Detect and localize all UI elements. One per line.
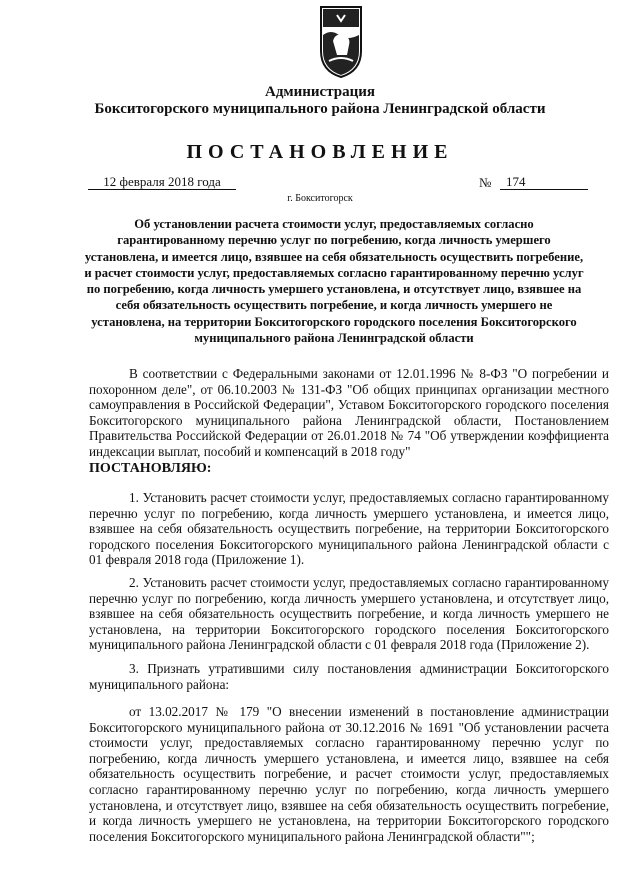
city-name: г. Бокситогорск: [287, 193, 353, 204]
coat-of-arms-emblem: [317, 5, 365, 79]
item-3-paragraph: 3. Признать утратившими силу постановления администрации Бокситогорского муниципального района:: [89, 661, 609, 692]
document-subject: Об установлении расчета стоимости услуг, предоставляемых согласно гарантированному перечню услуг по погребению, когда личность умершего установлена, и имеется лицо, взявшее на себя обязательность осуществить погребение, и расчет стоимости услуг, предоставляемых согласно гарантированному перечню услуг по погребению, когда личность умершего установлена, и отсутствует лицо, взявшее на себя обязательность осуществить погребение, и когда личность умершего не установлена, на территории Бокситогорского городского поселения Бокситогорского муниципального района Ленинградской области: [84, 217, 584, 346]
item-1-paragraph: 1. Установить расчет стоимости услуг, предоставляемых согласно гарантированному перечню услуг по погребению, когда личность умершего установлена, и имеется лицо, взявшее на себя обязательность осуществить погребение, на территории Бокситогорского городского поселения Бокситогорского муниципального района Ленинградской области с 01 февраля 2018 года (Приложение 1).: [89, 490, 609, 568]
item-2-paragraph: 2. Установить расчет стоимости услуг, предоставляемых согласно гарантированному перечню услуг по погребению, когда личность умершего установлена, и отсутствует лицо, взявшее на себя обязательность осуществить погребение, и когда личность умершего не установлена, на территории Бокситогорского городского поселения Бокситогорского муниципального района Ленинградской области с 01 февраля 2018 года (Приложение 2).: [89, 575, 609, 653]
document-number: 174: [500, 175, 588, 190]
decree-heading: ПОСТАНОВЛЯЮ:: [89, 461, 212, 476]
document-title: ПОСТАНОВЛЕНИЕ: [186, 141, 454, 163]
document-date: 12 февраля 2018 года: [88, 175, 236, 190]
preamble-paragraph: В соответствии с Федеральными законами от 12.01.1996 № 8-ФЗ "О погребении и похоронном деле", от 06.10.2003 № 131-ФЗ "Об общих принципах организации местного самоуправления в Российской Федерации", Уставом Бокситогорского городского поселения Бокситогорского муниципального района Ленинградской области, Постановлением Правительства Российской Федерации от 26.01.2018 № 74 "Об утверждении коэффициента индексации выплат, пособий и компенсаций в 2018 году": [89, 366, 609, 459]
item-3-subparagraph: от 13.02.2017 № 179 "О внесении изменений в постановление администрации Бокситогорского муниципального района от 30.12.2016 № 1691 "Об установлении расчета стоимости услуг, предоставляемых согласно гарантированному перечню услуг по погребению, когда личность умершего установлена, и имеется лицо, взявшее на себя обязательность осуществить погребение, и расчет стоимости услуг, предоставляемых согласно гарантированному перечню услуг по погребению, когда личность умершего установлена, и отсутствует лицо, взявшее на себя обязательность осуществить погребение, и когда личность умершего не установлена, на территории Бокситогорского городского поселения Бокситогорского муниципального района Ленинградской области"";: [89, 704, 609, 844]
organization-name: Администрация: [264, 84, 376, 100]
organization-district: Бокситогорского муниципального района Ленинградской области: [94, 101, 546, 117]
number-label: №: [479, 175, 492, 190]
